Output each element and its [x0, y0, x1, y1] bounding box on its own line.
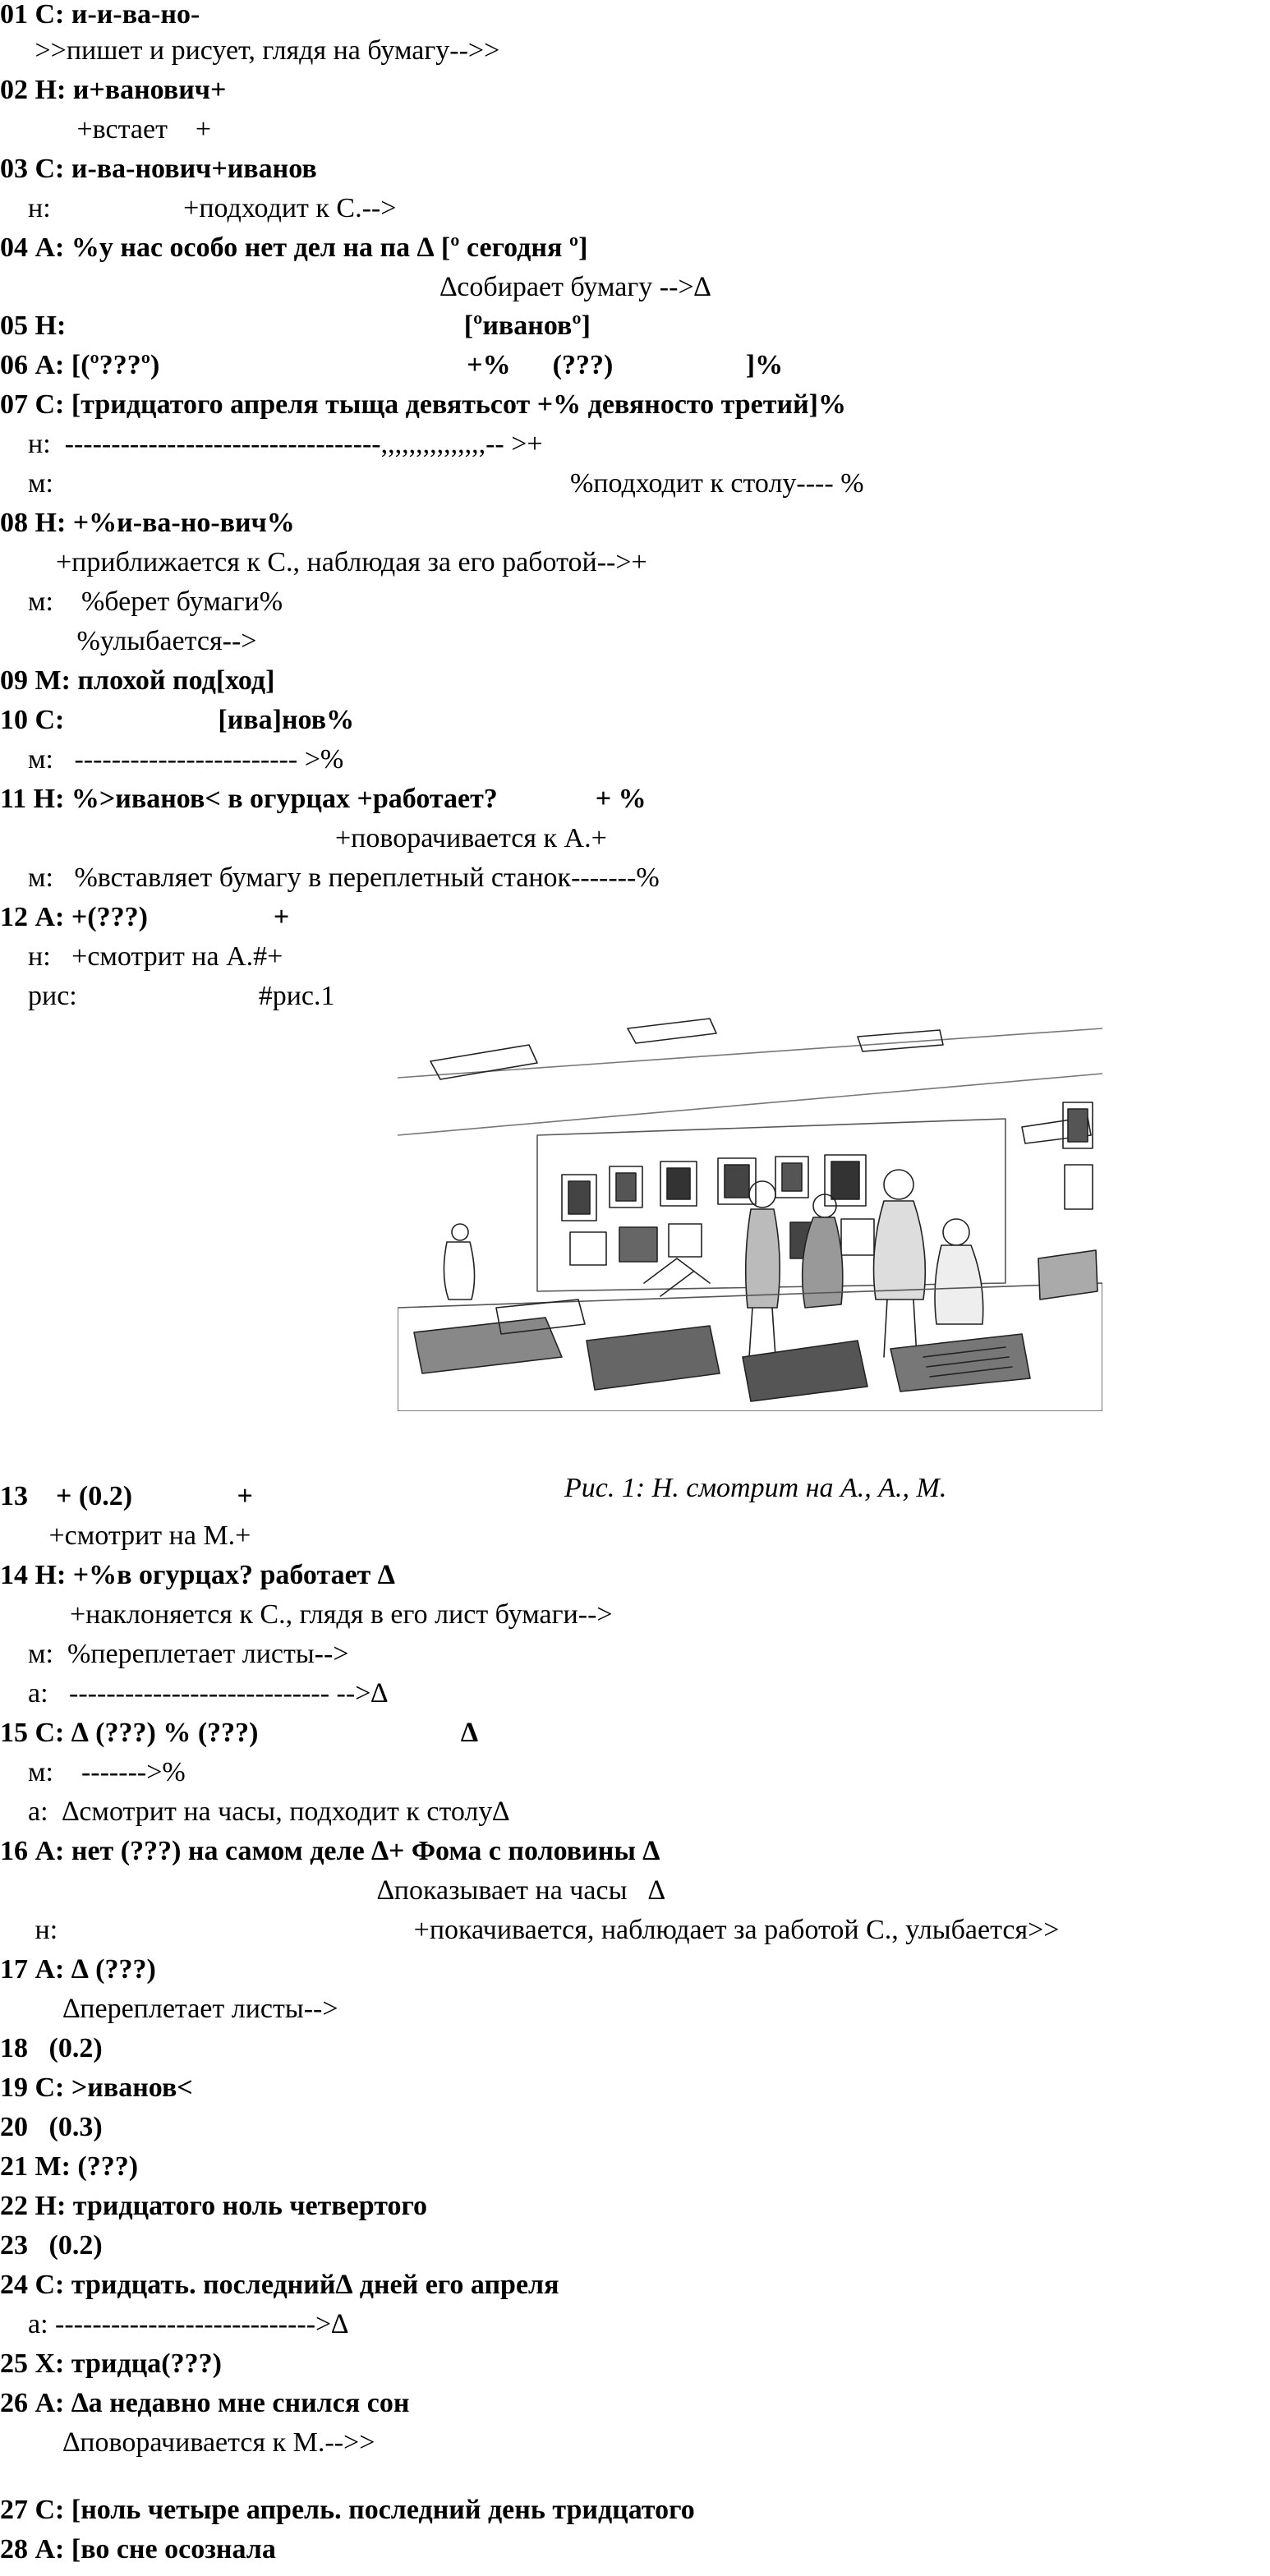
line-24: 24 С: тридцать. последний∆ дней его апреля [0, 2270, 559, 2300]
line-19: 19 С: >иванов< [0, 2072, 193, 2103]
figure-caption-label: Рис. 1 [564, 1473, 636, 1503]
line-02: 02 Н: и+ванович+ [0, 75, 227, 105]
line-08: 08 Н: +%и-ва-но-вич% [0, 508, 295, 538]
line-07: 07 С: [тридцатого апреля тыща девятьсот +% девяносто третий]% [0, 389, 846, 420]
line-14-note-n: +наклоняется к С., глядя в его лист бумаги--> [0, 1599, 613, 1630]
line-20: 20 (0.3) [0, 2112, 103, 2142]
line-10-note: м: ------------------------ >% [0, 744, 344, 775]
line-25: 25 Х: тридца(???) [0, 2348, 222, 2379]
line-15: 15 С: ∆ (???) % (???) ∆ [0, 1718, 478, 1748]
line-27: 27 С: [ноль четыре апрель. последний день тридцатого [0, 2495, 695, 2525]
line-23: 23 (0.2) [0, 2230, 103, 2261]
figure-caption-text: : Н. смотрит на А., А., М. [635, 1473, 947, 1503]
line-17-note: ∆переплетает листы--> [0, 1994, 338, 2024]
line-16: 16 А: нет (???) на самом деле ∆+ Фома с половины ∆ [0, 1836, 660, 1866]
line-08-note-n: +приближается к С., наблюдая за его работой-->+ [0, 547, 647, 577]
line-15-note-a: а: ∆смотрит на часы, подходит к столу∆ [0, 1796, 510, 1827]
line-09: 09 М: плохой под[ход] [0, 665, 275, 696]
line-04-note: ∆собирает бумагу -->∆ [0, 272, 711, 302]
figure-image [398, 1012, 1102, 1411]
line-08-note-m2: %улыбается--> [0, 626, 257, 656]
line-13: 13 + (0.2) + [0, 1481, 253, 1511]
line-21: 21 М: (???) [0, 2151, 139, 2182]
line-08-note-m: м: %берет бумаги% [0, 586, 283, 617]
line-16-note-n: н: +покачивается, наблюдает за работой С., улыбается>> [0, 1915, 1060, 1945]
line-11: 11 Н: %>иванов< в огурцах +работает? + % [0, 784, 647, 814]
line-18: 18 (0.2) [0, 2033, 103, 2063]
line-13-note: +смотрит на М.+ [0, 1520, 251, 1551]
line-05: 05 Н: [ºивановº] [0, 310, 591, 341]
line-03-note: н: +подходит к С.--> [0, 193, 397, 223]
line-04: 04 А: %у нас особо нет дел на па ∆ [º сегодня º] [0, 232, 588, 263]
line-02-note: +встает + [0, 114, 212, 145]
line-14-note-a: а: ---------------------------- -->∆ [0, 1678, 389, 1709]
line-24-note: а: ---------------------------->∆ [0, 2309, 349, 2339]
line-01-note: >>пишет и рисует, глядя на бумагу-->> [0, 35, 500, 66]
line-26-note: ∆поворачивается к М.-->> [0, 2427, 375, 2458]
line-15-note-m: м: ------->% [0, 1757, 186, 1787]
line-07-note-m: м: %подходит к столу---- % [0, 468, 864, 499]
line-10: 10 С: [ива]нов% [0, 705, 355, 735]
line-11-note-m: м: %вставляет бумагу в переплетный станок-------% [0, 862, 660, 893]
line-22: 22 Н: тридцатого ноль четвертого [0, 2191, 428, 2221]
line-12: 12 А: +(???) + [0, 902, 290, 932]
line-14: 14 Н: +%в огурцах? работает ∆ [0, 1560, 395, 1590]
line-12-note: н: +смотрит на А.#+ [0, 941, 283, 972]
line-06: 06 А: [(º???º) +% (???) ]% [0, 350, 784, 380]
line-03: 03 С: и-ва-нович+иванов [0, 154, 317, 184]
line-12-fig-ref: рис: #рис.1 [0, 981, 335, 1011]
line-01: 01 С: и-и-ва-но- [0, 0, 200, 30]
line-11-note-n: +поворачивается к А.+ [0, 823, 607, 853]
line-14-note-m: м: %переплетает листы--> [0, 1639, 349, 1669]
line-28: 28 А: [во сне осознала [0, 2534, 276, 2564]
line-17: 17 А: ∆ (???) [0, 1954, 156, 1985]
figure-caption [550, 1439, 946, 1505]
line-26: 26 А: ∆а недавно мне снился сон [0, 2388, 410, 2418]
line-07-note-n: н: ----------------------------------,,,,,,,,,,,,,,,-- >+ [0, 429, 543, 459]
line-16-note-a: ∆показывает на часы ∆ [0, 1875, 665, 1906]
